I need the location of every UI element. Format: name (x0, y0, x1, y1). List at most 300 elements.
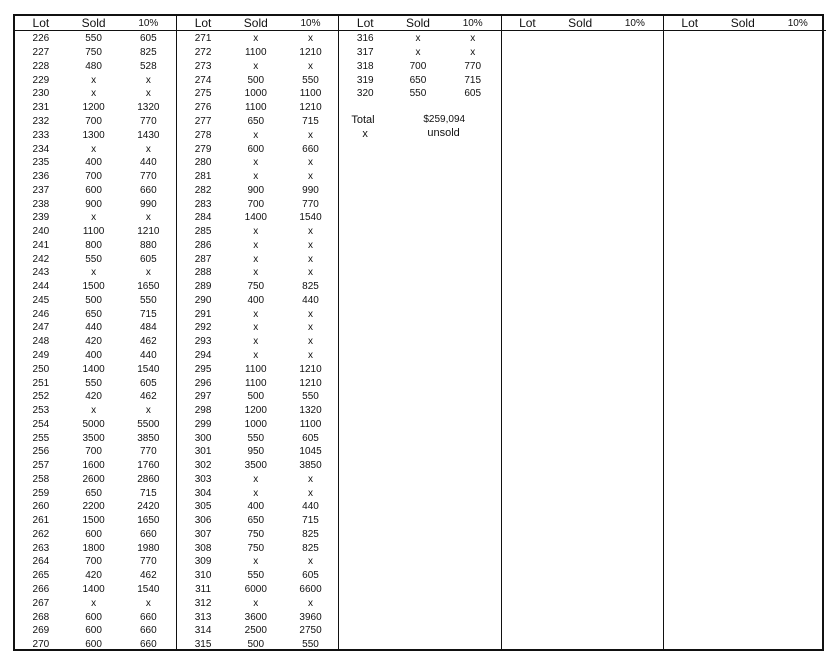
sold-price: 550 (409, 88, 427, 100)
lot-number: 277 (194, 115, 212, 127)
premium-amount: 605 (139, 33, 157, 45)
sold-price: x (91, 267, 97, 279)
premium-amount: 440 (139, 157, 157, 169)
lot-number: 300 (194, 432, 212, 444)
lot-number: 292 (194, 322, 212, 334)
sold-price: x (415, 47, 421, 59)
sold-price: 750 (247, 528, 265, 540)
lot-row (15, 445, 176, 459)
lot-number: 227 (32, 47, 50, 59)
premium-amount: 990 (302, 184, 319, 196)
lot-number: 281 (194, 171, 212, 183)
sold-price: 600 (85, 528, 102, 540)
lot-number: 295 (194, 363, 212, 375)
lot-row (177, 362, 338, 376)
lot-number: 317 (356, 47, 374, 59)
premium-amount: 550 (302, 391, 319, 403)
sold-price: 1000 (244, 418, 267, 430)
lot-row (15, 101, 176, 115)
lot-row (339, 60, 500, 74)
premium-amount: 1320 (299, 405, 322, 417)
sold-price: 1500 (82, 281, 105, 293)
lot-number: 254 (32, 418, 50, 430)
premium-amount: x (308, 308, 314, 320)
sold-price: 950 (247, 446, 265, 458)
sold-price: 500 (247, 391, 265, 403)
lot-number: 243 (32, 267, 50, 279)
premium-amount: x (308, 171, 314, 183)
premium-amount: 825 (302, 542, 319, 554)
lot-number: 233 (32, 129, 50, 141)
lot-row (177, 486, 338, 500)
lot-row (177, 417, 338, 431)
lot-number: 284 (194, 212, 212, 224)
sold-price: x (253, 597, 259, 609)
premium-amount: 440 (139, 349, 157, 361)
sold-price: 3600 (244, 611, 267, 623)
lot-row (177, 624, 338, 638)
sold-price: 550 (85, 377, 102, 389)
lot-row (177, 197, 338, 211)
lot-number: 234 (32, 143, 50, 155)
premium-amount: x (308, 597, 314, 609)
premium-amount: 484 (139, 322, 157, 334)
lot-number: 273 (194, 60, 212, 72)
sold-price: 1300 (82, 129, 105, 141)
lot-row (15, 610, 176, 624)
sold-price: 400 (247, 501, 265, 513)
lot-row (177, 101, 338, 115)
premium-amount: x (145, 267, 151, 279)
lot-row (15, 486, 176, 500)
premium-amount: 825 (139, 47, 157, 59)
lot-row (177, 225, 338, 239)
sold-price: 480 (85, 60, 102, 72)
sold-price: x (253, 349, 259, 361)
lot-number: 299 (194, 418, 212, 430)
sold-price: 700 (85, 446, 102, 458)
lot-row (15, 73, 176, 87)
sold-price: x (253, 267, 259, 279)
lot-number: 242 (32, 253, 50, 265)
lot-number: 232 (32, 115, 50, 127)
sold-price: 1100 (245, 377, 267, 389)
lot-number: 264 (32, 556, 50, 568)
sold-price: 1400 (82, 584, 105, 595)
unsold-symbol: x (362, 128, 368, 140)
lot-number: 289 (194, 281, 212, 293)
premium-amount: 660 (139, 625, 157, 637)
lot-row (177, 541, 338, 555)
sold-price: 600 (247, 143, 265, 155)
sold-price: 1100 (245, 102, 267, 114)
lot-row (177, 128, 338, 142)
premium-amount: 825 (302, 528, 319, 540)
lot-number: 239 (32, 212, 50, 224)
premium-amount: 1650 (137, 515, 160, 527)
sold-price: x (253, 336, 259, 348)
sold-price: 650 (247, 515, 265, 527)
column-header (664, 16, 826, 31)
premium-amount: 1045 (299, 446, 322, 458)
lot-row (15, 142, 176, 156)
sold-price: x (91, 143, 97, 155)
lot-row (177, 514, 338, 528)
sold-price: 6000 (244, 584, 267, 595)
lot-row (15, 46, 176, 60)
sold-price: x (253, 129, 259, 141)
lot-number: 311 (195, 584, 212, 595)
lot-row (177, 280, 338, 294)
sold-price: x (253, 487, 259, 499)
lot-row (177, 156, 338, 170)
lot-row (339, 73, 500, 87)
lot-number: 261 (32, 515, 50, 527)
lot-number: 275 (194, 88, 212, 100)
premium-amount: 3850 (299, 460, 322, 472)
premium-amount: 3960 (299, 611, 322, 623)
premium-amount: 770 (139, 115, 157, 127)
premium-amount: x (308, 60, 314, 72)
sold-price: 2200 (82, 501, 105, 513)
premium-amount: 1210 (299, 363, 322, 375)
lot-number: 228 (32, 60, 50, 72)
premium-amount: 770 (139, 446, 157, 458)
premium-amount: x (145, 88, 151, 100)
lot-number: 255 (32, 432, 50, 444)
premium-amount: x (470, 47, 476, 59)
premium-amount: 1760 (137, 460, 160, 472)
lot-header: Lot (32, 16, 50, 30)
lot-number: 262 (32, 528, 50, 540)
lot-number: 302 (194, 460, 212, 472)
lot-number: 272 (194, 47, 212, 59)
premium-amount: x (308, 239, 314, 251)
lot-number: 236 (32, 171, 50, 183)
sold-price: 600 (85, 625, 102, 637)
sold-price: 5000 (82, 418, 105, 430)
premium-amount: 605 (302, 432, 319, 444)
lot-number: 296 (194, 377, 212, 389)
lot-row (177, 638, 338, 652)
premium-amount: 1540 (137, 584, 160, 595)
lot-number: 270 (32, 639, 50, 651)
premium-amount: 770 (139, 556, 157, 568)
lot-row (177, 528, 338, 542)
percent-header: 10% (624, 17, 645, 29)
premium-amount: 770 (139, 171, 157, 183)
premium-amount: 770 (302, 198, 319, 210)
lot-header: Lot (519, 16, 536, 30)
lot-row (177, 266, 338, 280)
sold-price: 650 (247, 115, 265, 127)
lot-row (15, 321, 176, 335)
lot-number: 240 (32, 226, 50, 238)
lot-row (15, 294, 176, 308)
sold-price: 550 (247, 432, 265, 444)
lot-number: 226 (32, 33, 50, 45)
premium-amount: 2420 (137, 501, 160, 513)
lot-number: 319 (356, 74, 374, 86)
sold-price: 600 (85, 639, 102, 651)
lot-number: 286 (194, 239, 212, 251)
column-block-2 (177, 16, 339, 649)
lot-number: 282 (194, 184, 212, 196)
sold-price: x (91, 74, 97, 86)
sold-price: 400 (247, 294, 265, 306)
lot-row (177, 211, 338, 225)
sold-price: 1100 (245, 363, 267, 375)
sold-price: 1500 (82, 515, 105, 527)
premium-amount: 605 (302, 570, 319, 582)
lot-row (339, 32, 500, 46)
premium-amount: 1650 (137, 281, 160, 293)
sold-price: 1800 (82, 542, 105, 554)
lot-number: 279 (194, 143, 212, 155)
sold-price: 2500 (244, 625, 267, 637)
lot-row (177, 46, 338, 60)
premium-amount: x (308, 473, 314, 485)
lot-number: 251 (32, 377, 50, 389)
premium-amount: 605 (139, 377, 157, 389)
sold-price: x (253, 171, 259, 183)
percent-header: 10% (462, 17, 483, 29)
lot-row (177, 142, 338, 156)
sold-price: 2600 (82, 473, 105, 485)
lot-row (15, 528, 176, 542)
premium-amount: x (308, 487, 314, 499)
premium-amount: 715 (139, 487, 157, 499)
sold-price: 650 (85, 487, 102, 499)
premium-amount: 5500 (137, 418, 160, 430)
lot-row (15, 156, 176, 170)
lot-row (15, 569, 176, 583)
lot-header: Lot (194, 16, 212, 30)
premium-amount: 528 (139, 60, 157, 72)
premium-amount: 550 (302, 74, 319, 86)
lot-row (15, 596, 176, 610)
lot-number: 263 (32, 542, 50, 554)
lot-row (15, 376, 176, 390)
sold-price: 420 (85, 570, 102, 582)
lot-number: 298 (194, 405, 212, 417)
sold-price: x (253, 239, 259, 251)
premium-amount: 1540 (299, 212, 322, 224)
premium-amount: x (470, 33, 476, 45)
lot-row (177, 307, 338, 321)
column-header (177, 16, 338, 31)
premium-amount: x (308, 33, 314, 45)
lot-number: 313 (194, 611, 212, 623)
column-block-3 (339, 16, 501, 649)
lot-rows (15, 31, 176, 651)
column-header (339, 16, 500, 31)
premium-amount: 770 (464, 60, 482, 72)
column-block-5 (664, 16, 826, 649)
lot-number: 320 (356, 88, 374, 100)
lot-number: 315 (194, 639, 212, 651)
lot-row (177, 431, 338, 445)
premium-amount: 550 (302, 639, 319, 651)
lot-rows (664, 31, 826, 32)
column-block-4 (502, 16, 664, 649)
sold-price: 1400 (244, 212, 267, 224)
lot-row (15, 514, 176, 528)
sold-price: 3500 (244, 460, 267, 472)
sold-price: 1100 (245, 47, 267, 59)
lot-row (15, 583, 176, 597)
lot-number: 297 (194, 391, 212, 403)
lot-number: 318 (356, 60, 374, 72)
sold-price: 550 (247, 570, 265, 582)
premium-amount: 1210 (299, 377, 322, 389)
lot-row (177, 376, 338, 390)
lot-number: 308 (194, 542, 212, 554)
premium-amount: x (308, 226, 314, 238)
sold-price: 700 (85, 556, 102, 568)
sold-price: x (253, 556, 259, 568)
lot-number: 267 (32, 597, 50, 609)
lot-row (177, 87, 338, 101)
premium-amount: 1320 (137, 102, 160, 114)
lot-row (177, 32, 338, 46)
lot-row (15, 404, 176, 418)
lot-number: 288 (194, 267, 212, 279)
premium-amount: x (145, 143, 151, 155)
sold-price: 750 (85, 47, 102, 59)
sold-price: 800 (85, 239, 102, 251)
lot-number: 250 (32, 363, 50, 375)
sold-price: x (253, 60, 259, 72)
premium-amount: x (145, 212, 151, 224)
sold-price: 500 (247, 639, 265, 651)
lot-row (15, 280, 176, 294)
lot-number: 253 (32, 405, 50, 417)
lot-row (177, 321, 338, 335)
total-value: $259,094 (423, 114, 466, 125)
lot-row (177, 500, 338, 514)
premium-amount: 462 (139, 336, 157, 348)
lot-number: 307 (194, 528, 212, 540)
sold-price: x (91, 597, 97, 609)
lot-number: 304 (194, 487, 212, 499)
premium-amount: x (308, 129, 314, 141)
lot-number: 247 (32, 322, 50, 334)
lot-row (177, 238, 338, 252)
lot-row (15, 555, 176, 569)
lot-number: 257 (32, 460, 50, 472)
lot-number: 276 (194, 102, 212, 114)
lot-row (15, 624, 176, 638)
sold-price: 750 (247, 542, 265, 554)
lot-row (177, 569, 338, 583)
lot-row (177, 170, 338, 184)
lot-number: 312 (194, 597, 212, 609)
sold-price: 1600 (82, 460, 105, 472)
sold-header: Sold (243, 16, 268, 30)
lot-row (15, 541, 176, 555)
lot-row (15, 238, 176, 252)
lot-row (15, 390, 176, 404)
sold-price: x (415, 33, 421, 45)
column-header (15, 16, 176, 31)
premium-amount: x (145, 74, 151, 86)
lot-row (15, 32, 176, 46)
sold-price: 1200 (82, 102, 105, 114)
lot-number: 231 (32, 102, 50, 114)
lot-number: 258 (32, 473, 50, 485)
premium-amount: 660 (139, 611, 157, 623)
sold-price: x (253, 157, 259, 169)
percent-header: 10% (300, 17, 321, 29)
lot-row (177, 294, 338, 308)
sold-price: x (91, 405, 97, 417)
lot-number: 294 (194, 349, 212, 361)
lot-row (15, 115, 176, 129)
lot-number: 237 (32, 184, 50, 196)
premium-amount: 440 (302, 294, 319, 306)
lot-number: 293 (194, 336, 212, 348)
premium-amount: 990 (139, 198, 157, 210)
lot-number: 241 (32, 239, 50, 251)
lot-row (15, 417, 176, 431)
sold-price: 1400 (82, 363, 105, 375)
lot-row (177, 115, 338, 129)
premium-amount: 1210 (299, 47, 322, 59)
lot-number: 246 (32, 308, 50, 320)
premium-amount: 1210 (137, 226, 160, 238)
premium-amount: 880 (139, 239, 157, 251)
premium-amount: 2750 (299, 625, 322, 637)
lot-number: 291 (194, 308, 212, 320)
sold-price: 700 (247, 198, 265, 210)
sold-price: 1200 (244, 405, 267, 417)
sold-price: 900 (85, 198, 102, 210)
premium-amount: x (145, 597, 151, 609)
sold-price: 500 (247, 74, 265, 86)
lot-number: 244 (32, 281, 50, 293)
lot-row (339, 87, 500, 101)
lot-row (339, 46, 500, 60)
sold-price: 600 (85, 611, 102, 623)
percent-header: 10% (138, 17, 159, 29)
lot-number: 278 (194, 129, 212, 141)
lot-number: 274 (194, 74, 212, 86)
lot-row (15, 335, 176, 349)
premium-amount: 825 (302, 281, 319, 293)
premium-amount: 3850 (137, 432, 160, 444)
premium-amount: 605 (139, 253, 157, 265)
lot-number: 280 (194, 157, 212, 169)
lot-number: 259 (32, 487, 50, 499)
sold-price: 550 (85, 33, 102, 45)
lot-row (177, 610, 338, 624)
lot-number: 303 (194, 473, 212, 485)
lot-number: 316 (356, 33, 374, 45)
lot-row (177, 60, 338, 74)
sold-price: x (253, 226, 259, 238)
lot-row (15, 128, 176, 142)
lot-rows (339, 31, 500, 101)
lot-number: 310 (194, 570, 212, 582)
premium-amount: x (308, 157, 314, 169)
premium-amount: 462 (139, 391, 157, 403)
lot-number: 306 (194, 515, 212, 527)
lot-number: 260 (32, 501, 50, 513)
premium-amount: 605 (464, 88, 482, 100)
sold-price: 650 (409, 74, 427, 86)
lot-row (15, 170, 176, 184)
